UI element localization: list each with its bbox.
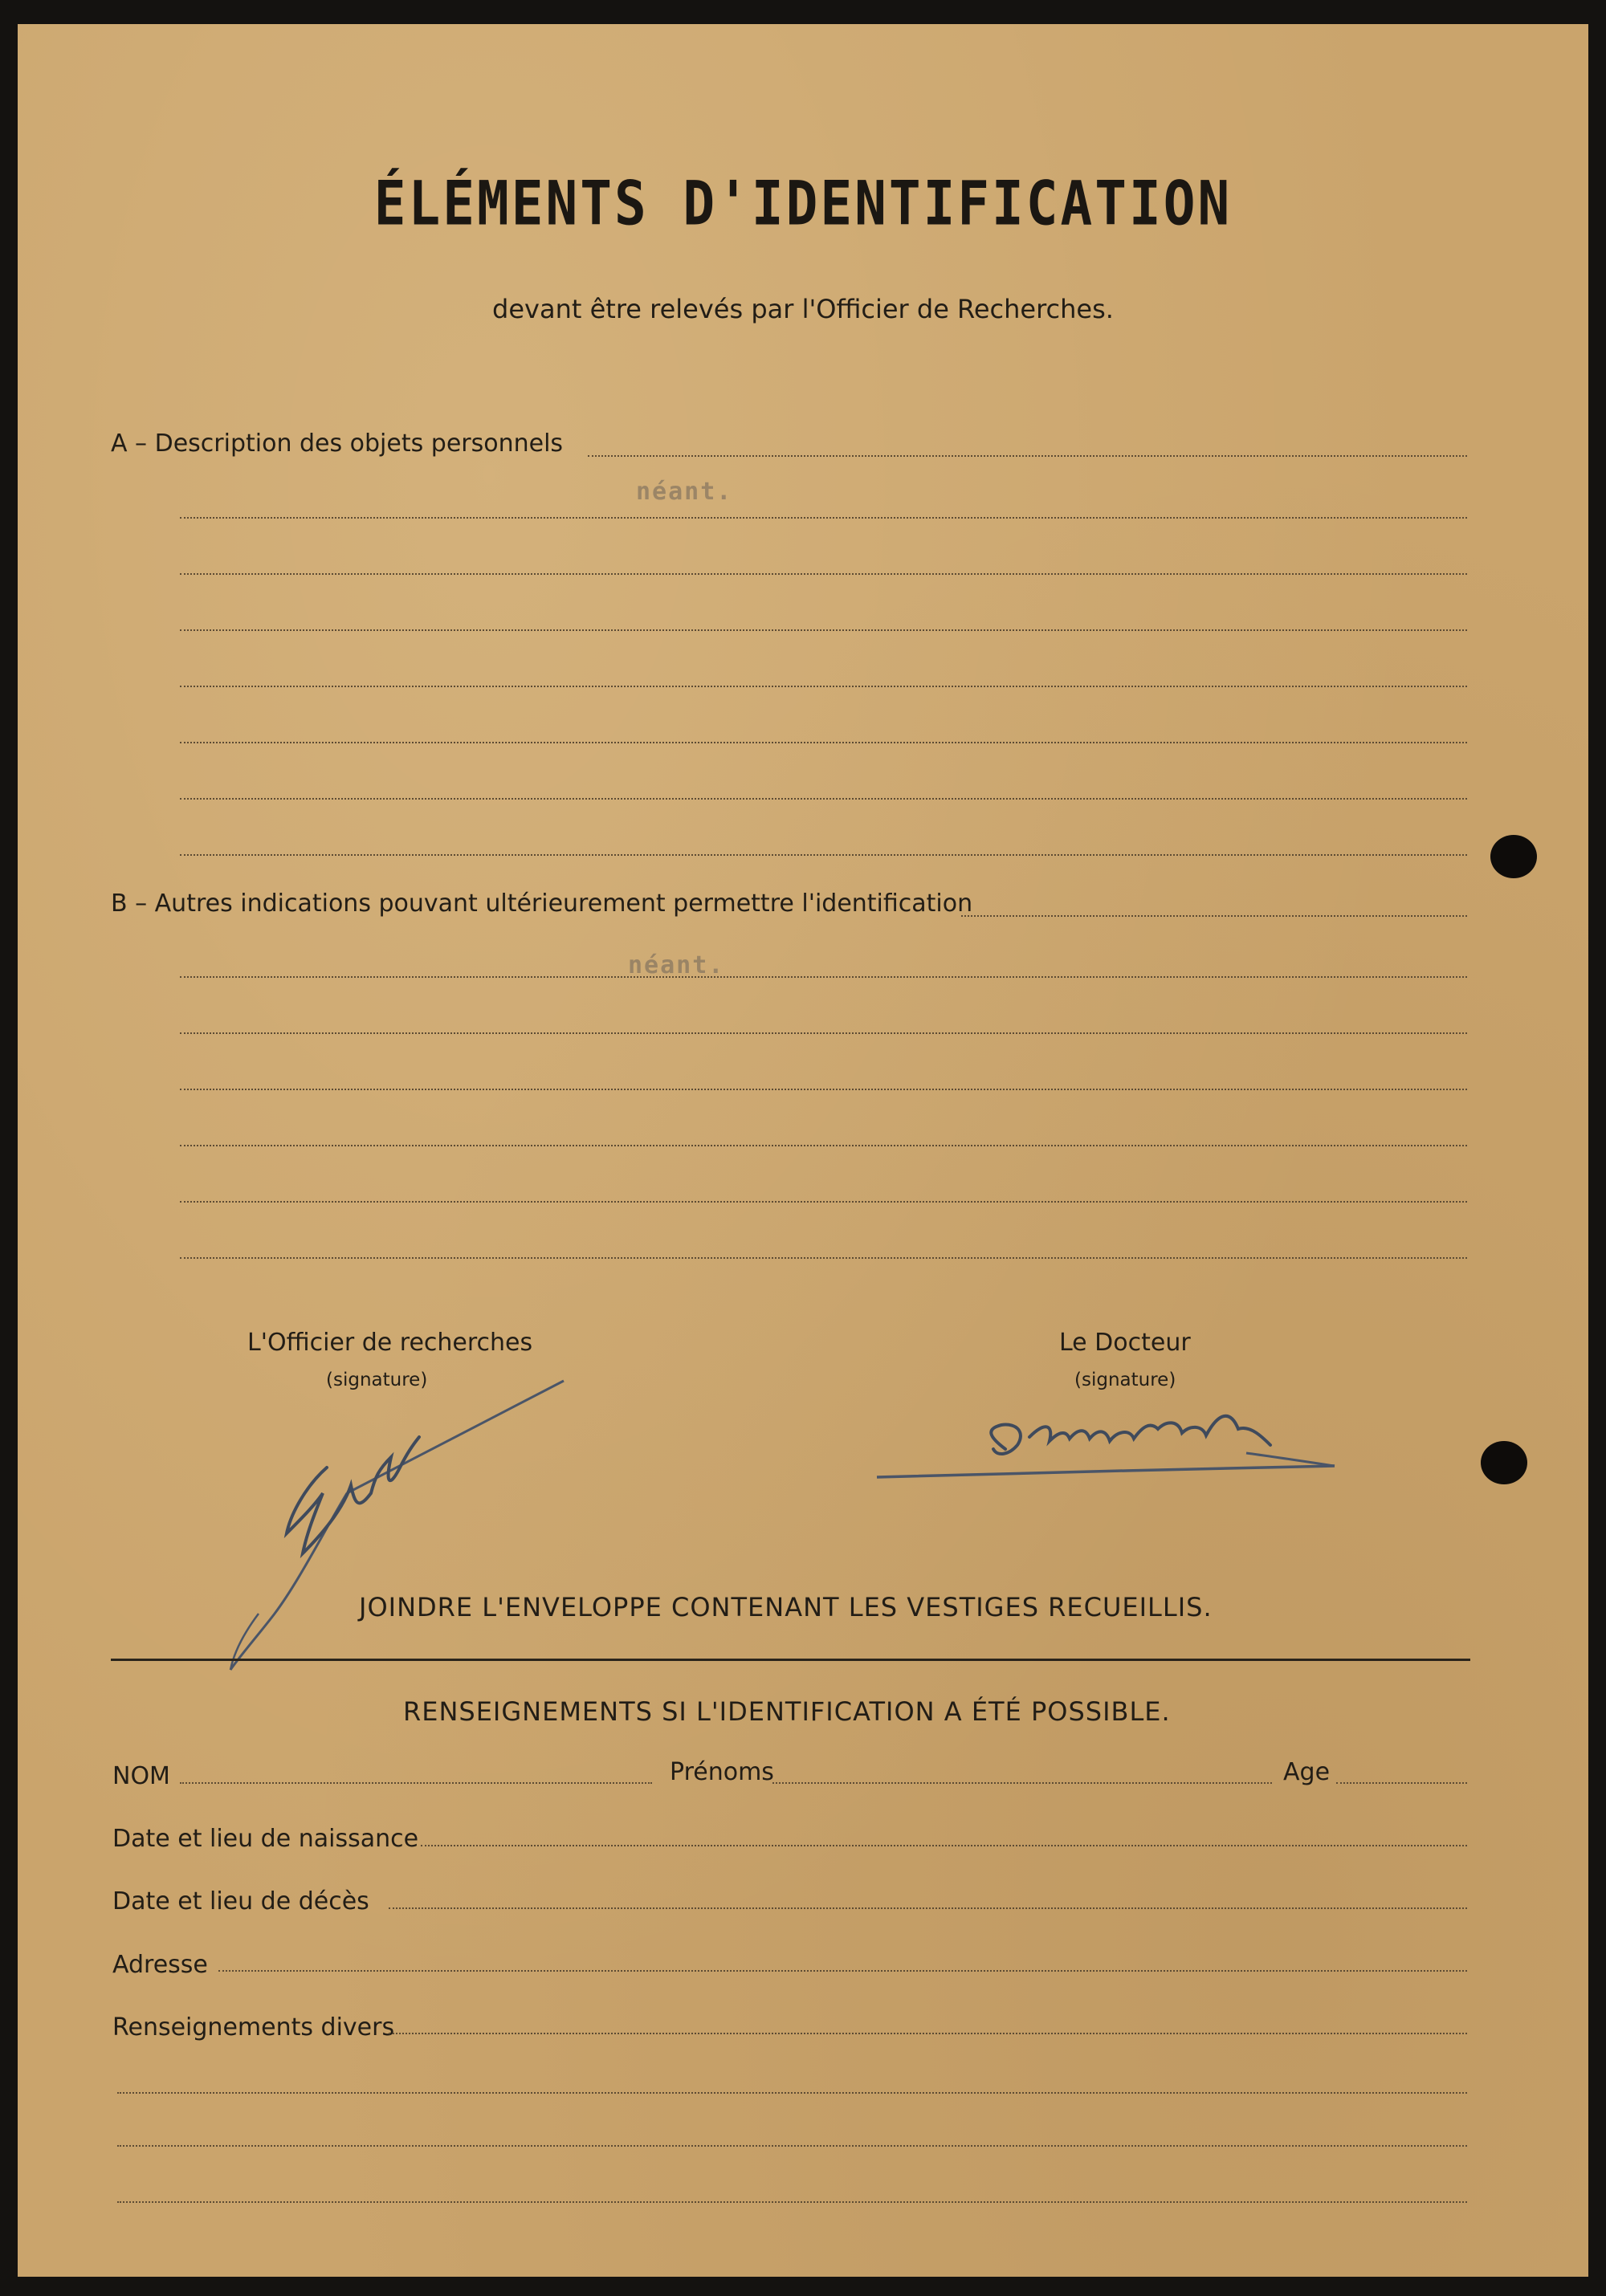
form-page — [18, 24, 1588, 2277]
divers-field-line-1[interactable] — [389, 2033, 1467, 2034]
section-a-line-5[interactable] — [180, 686, 1467, 687]
section-b-line-7[interactable] — [180, 1257, 1467, 1259]
section-a-line-4[interactable] — [180, 629, 1467, 631]
section-a-line-1[interactable] — [588, 455, 1467, 457]
naissance-field[interactable] — [421, 1845, 1467, 1846]
section-a-line-8[interactable] — [180, 854, 1467, 856]
section-a-label: A – Description des objets personnels — [111, 429, 564, 458]
section-b-line-3[interactable] — [180, 1032, 1467, 1034]
doctor-signature — [853, 1389, 1367, 1493]
page-title: ÉLÉMENTS D'IDENTIFICATION — [373, 168, 1233, 239]
doctor-label: Le Docteur — [1059, 1329, 1191, 1357]
section-a-line-3[interactable] — [180, 573, 1467, 575]
divers-label: Renseignements divers — [112, 2013, 395, 2042]
section-a-line-2[interactable] — [180, 517, 1467, 519]
adresse-label: Adresse — [112, 1951, 208, 1979]
section-a-typed-value: néant. — [636, 478, 733, 506]
section-b-typed-value: néant. — [628, 951, 725, 979]
age-field[interactable] — [1336, 1782, 1467, 1784]
identification-heading: RENSEIGNEMENTS SI L'IDENTIFICATION A ÉTÉ POSSIBLE. — [403, 1696, 1171, 1727]
officer-signature-note: (signature) — [326, 1370, 428, 1390]
prenoms-field[interactable] — [772, 1782, 1272, 1784]
punch-hole-bottom — [1481, 1441, 1527, 1484]
doctor-signature-note: (signature) — [1074, 1370, 1176, 1390]
section-b-line-6[interactable] — [180, 1201, 1467, 1203]
adresse-field[interactable] — [218, 1970, 1467, 1972]
section-divider — [111, 1659, 1470, 1661]
section-a-line-6[interactable] — [180, 742, 1467, 743]
section-b-label: B – Autres indications pouvant ultérieurement permettre l'identification — [111, 889, 973, 918]
section-a-line-7[interactable] — [180, 798, 1467, 800]
divers-field-line-4[interactable] — [117, 2201, 1467, 2203]
nom-label: NOM — [112, 1762, 170, 1790]
punch-hole-top — [1490, 835, 1537, 878]
officer-label: L'Officier de recherches — [247, 1329, 533, 1357]
section-b-line-1[interactable] — [961, 915, 1467, 917]
enclosure-note: JOINDRE L'ENVELOPPE CONTENANT LES VESTIGES RECUEILLIS. — [359, 1592, 1213, 1622]
deces-label: Date et lieu de décès — [112, 1887, 369, 1915]
divers-field-line-2[interactable] — [117, 2092, 1467, 2094]
prenoms-label: Prénoms — [670, 1758, 774, 1786]
section-b-line-5[interactable] — [180, 1145, 1467, 1146]
divers-field-line-3[interactable] — [117, 2145, 1467, 2147]
section-b-line-2[interactable] — [180, 976, 1467, 978]
officer-signature — [202, 1373, 588, 1678]
nom-field[interactable] — [180, 1782, 652, 1784]
page-subtitle: devant être relevés par l'Officier de Recherches. — [492, 294, 1114, 324]
section-b-line-4[interactable] — [180, 1089, 1467, 1090]
naissance-label: Date et lieu de naissance — [112, 1825, 419, 1853]
deces-field[interactable] — [389, 1907, 1467, 1909]
age-label: Age — [1283, 1758, 1331, 1786]
